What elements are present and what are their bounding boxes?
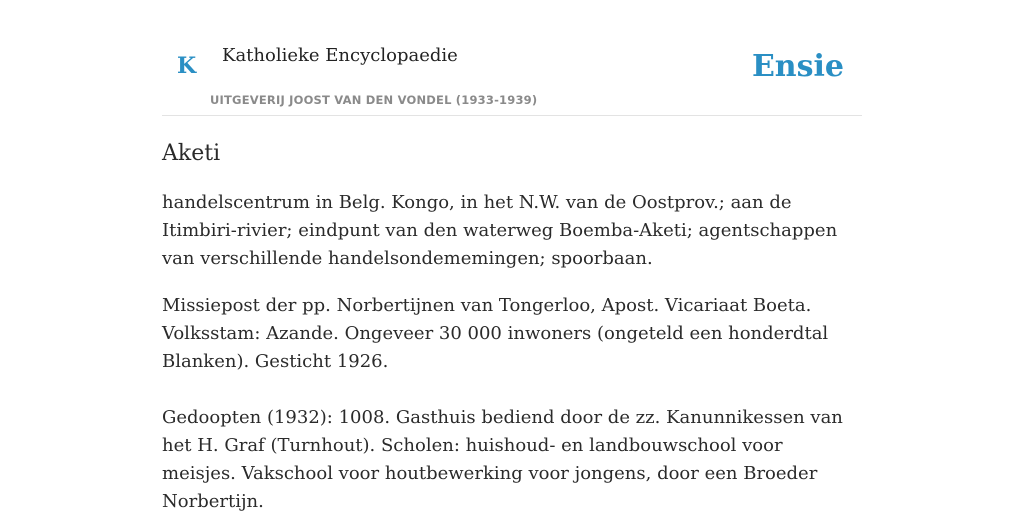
publication-title: Katholieke Encyclopaedie xyxy=(222,45,458,66)
entry-paragraph: handelscentrum in Belg. Kongo, in het N.W. van de Oostprov.; aan de Itimbiri-rivier; eindpunt van den waterweg Boemba-Aketi; agentschappen van verschillende handelsondememingen; spoorbaan. xyxy=(162,192,838,270)
entry-paragraph: Gedoopten (1932): 1008. Gasthuis bediend door de zz. Kanunnikessen van het H. Graf (Turnhout). Scholen: huishoud- en landbouwschool voor meisjes. Vakschool voor houtbewerking voor jongens, door een Broeder Norbertijn. xyxy=(162,407,843,513)
entry-paragraph: Missiepost der pp. Norbertijnen van Tongerloo, Apost. Vicariaat Boeta. Volksstam: Azande. Ongeveer 30 000 inwoners (ongeteld een honderdtal Blanken). Gesticht 1926. xyxy=(162,295,829,373)
brand-logo-link[interactable]: Ensie xyxy=(751,49,844,84)
header xyxy=(162,0,862,116)
entry-title: Aketi xyxy=(162,141,221,166)
page xyxy=(162,0,862,516)
publication-logo-link[interactable]: K xyxy=(177,53,197,79)
publisher-subtitle: UITGEVERIJ JOOST VAN DEN VONDEL (1933-1939) xyxy=(210,93,538,107)
